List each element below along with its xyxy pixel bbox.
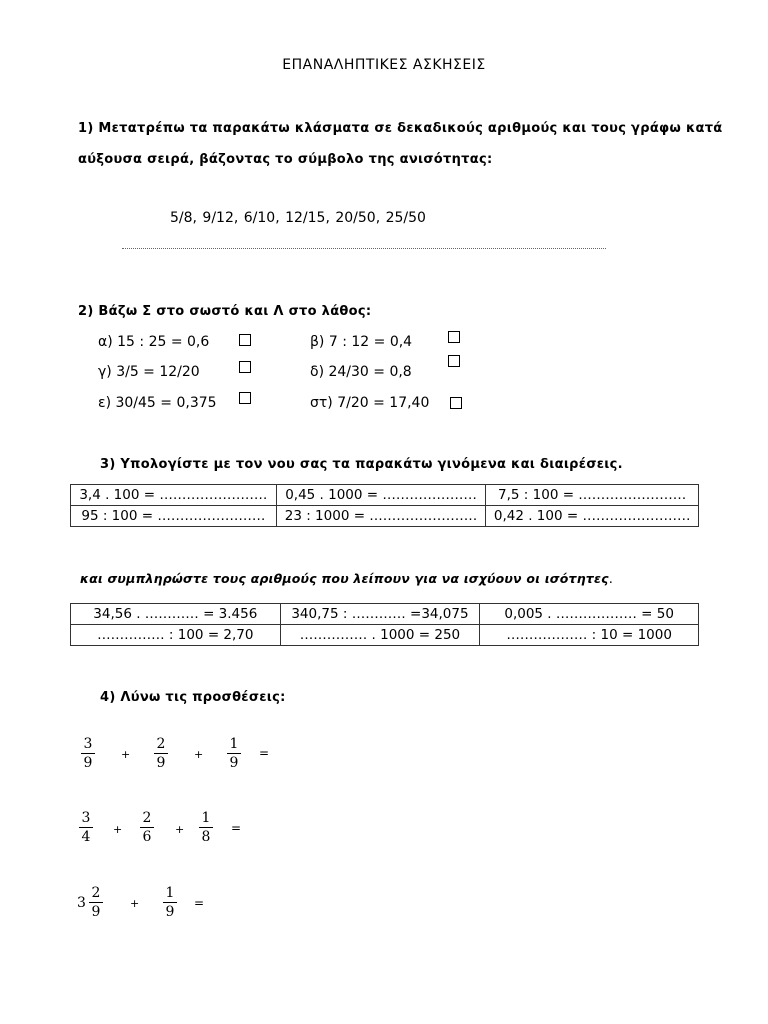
table-cell[interactable]: 95 : 100 = …………………… xyxy=(71,506,277,527)
statement-b: β) 7 : 12 = 0,4 xyxy=(310,334,413,350)
table-cell[interactable]: 0,42 . 100 = …………………… xyxy=(486,506,699,527)
plus-sign: + xyxy=(194,748,204,761)
fraction xyxy=(140,810,154,845)
statement-c: γ) 3/5 = 12/20 xyxy=(98,364,200,380)
plus-sign: + xyxy=(113,823,123,836)
numerator: 3 xyxy=(83,736,93,752)
missing-numbers-table xyxy=(70,603,699,646)
plus-sign: + xyxy=(175,823,185,836)
numerator: 3 xyxy=(81,810,91,826)
statement-f: στ) 7/20 = 17,40 xyxy=(310,395,430,411)
question-1-line-2: αύξουσα σειρά, βάζοντας το σύμβολο της ανισότητας: xyxy=(78,152,493,167)
numerator: 2 xyxy=(156,736,166,752)
fill-missing-text: και συμπληρώστε τους αριθμούς που λείπουν για να ισχύουν οι ισότητες xyxy=(80,571,609,586)
denominator: 9 xyxy=(83,755,93,771)
statement-d: δ) 24/30 = 0,8 xyxy=(310,364,412,380)
plus-sign: + xyxy=(130,897,140,910)
fill-missing-period: . xyxy=(608,572,613,587)
table-cell[interactable]: 0,005 . ……………… = 50 xyxy=(480,604,699,625)
table-cell[interactable]: …………… . 1000 = 250 xyxy=(280,625,480,646)
question-2-heading: 2) Βάζω Σ στο σωστό και Λ στο λάθος: xyxy=(78,304,372,319)
checkbox-d[interactable] xyxy=(448,355,460,367)
fractions-list: 5/8, 9/12, 6/10, 12/15, 20/50, 25/50 xyxy=(170,210,426,226)
denominator: 9 xyxy=(229,755,239,771)
statement-e: ε) 30/45 = 0,375 xyxy=(98,395,217,411)
table-cell[interactable]: 34,56 . ………… = 3.456 xyxy=(71,604,281,625)
table-cell[interactable]: 23 : 1000 = …………………… xyxy=(276,506,486,527)
fill-missing-heading xyxy=(80,568,613,587)
statement-a: α) 15 : 25 = 0,6 xyxy=(98,334,210,350)
numerator: 1 xyxy=(165,885,175,901)
denominator: 4 xyxy=(81,829,91,845)
question-1-line-1: 1) Μετατρέπω τα παρακάτω κλάσματα σε δεκαδικούς αριθμούς και τους γράφω κατά xyxy=(78,121,723,136)
mental-math-table xyxy=(70,484,699,527)
table-cell[interactable]: 7,5 : 100 = …………………… xyxy=(486,485,699,506)
denominator: 9 xyxy=(156,755,166,771)
denominator: 9 xyxy=(91,904,101,920)
fraction xyxy=(89,885,103,920)
equals-sign: = xyxy=(231,821,242,835)
numerator: 2 xyxy=(142,810,152,826)
fraction xyxy=(81,736,95,771)
table-row xyxy=(71,506,699,527)
table-cell[interactable]: …………… : 100 = 2,70 xyxy=(71,625,281,646)
checkbox-f[interactable] xyxy=(450,397,462,409)
fraction xyxy=(227,736,241,771)
checkbox-a[interactable] xyxy=(239,334,251,346)
table-row xyxy=(71,625,699,646)
fraction xyxy=(199,810,213,845)
table-row xyxy=(71,604,699,625)
checkbox-e[interactable] xyxy=(239,392,251,404)
question-3-heading: 3) Υπολογίστε με τον νου σας τα παρακάτω γινόμενα και διαιρέσεις. xyxy=(100,457,623,472)
checkbox-b[interactable] xyxy=(448,331,460,343)
page-title: ΕΠΑΝΑΛΗΠΤΙΚΕΣ ΑΣΚΗΣΕΙΣ xyxy=(282,57,486,73)
denominator: 6 xyxy=(142,829,152,845)
table-cell[interactable]: 0,45 . 1000 = ………………… xyxy=(276,485,486,506)
checkbox-c[interactable] xyxy=(239,361,251,373)
fraction xyxy=(154,736,168,771)
answer-line[interactable] xyxy=(122,247,606,249)
table-cell[interactable]: ……………… : 10 = 1000 xyxy=(480,625,699,646)
table-cell[interactable]: 3,4 . 100 = …………………… xyxy=(71,485,277,506)
table-cell[interactable]: 340,75 : ………… =34,075 xyxy=(280,604,480,625)
denominator: 8 xyxy=(201,829,211,845)
equals-sign: = xyxy=(259,746,270,760)
table-row xyxy=(71,485,699,506)
equals-sign: = xyxy=(194,896,205,910)
numerator: 1 xyxy=(201,810,211,826)
fraction xyxy=(163,885,177,920)
numerator: 1 xyxy=(229,736,239,752)
whole-number: 3 xyxy=(77,895,86,911)
fraction xyxy=(79,810,93,845)
plus-sign: + xyxy=(121,748,131,761)
question-4-heading: 4) Λύνω τις προσθέσεις: xyxy=(100,690,286,705)
denominator: 9 xyxy=(165,904,175,920)
numerator: 2 xyxy=(91,885,101,901)
